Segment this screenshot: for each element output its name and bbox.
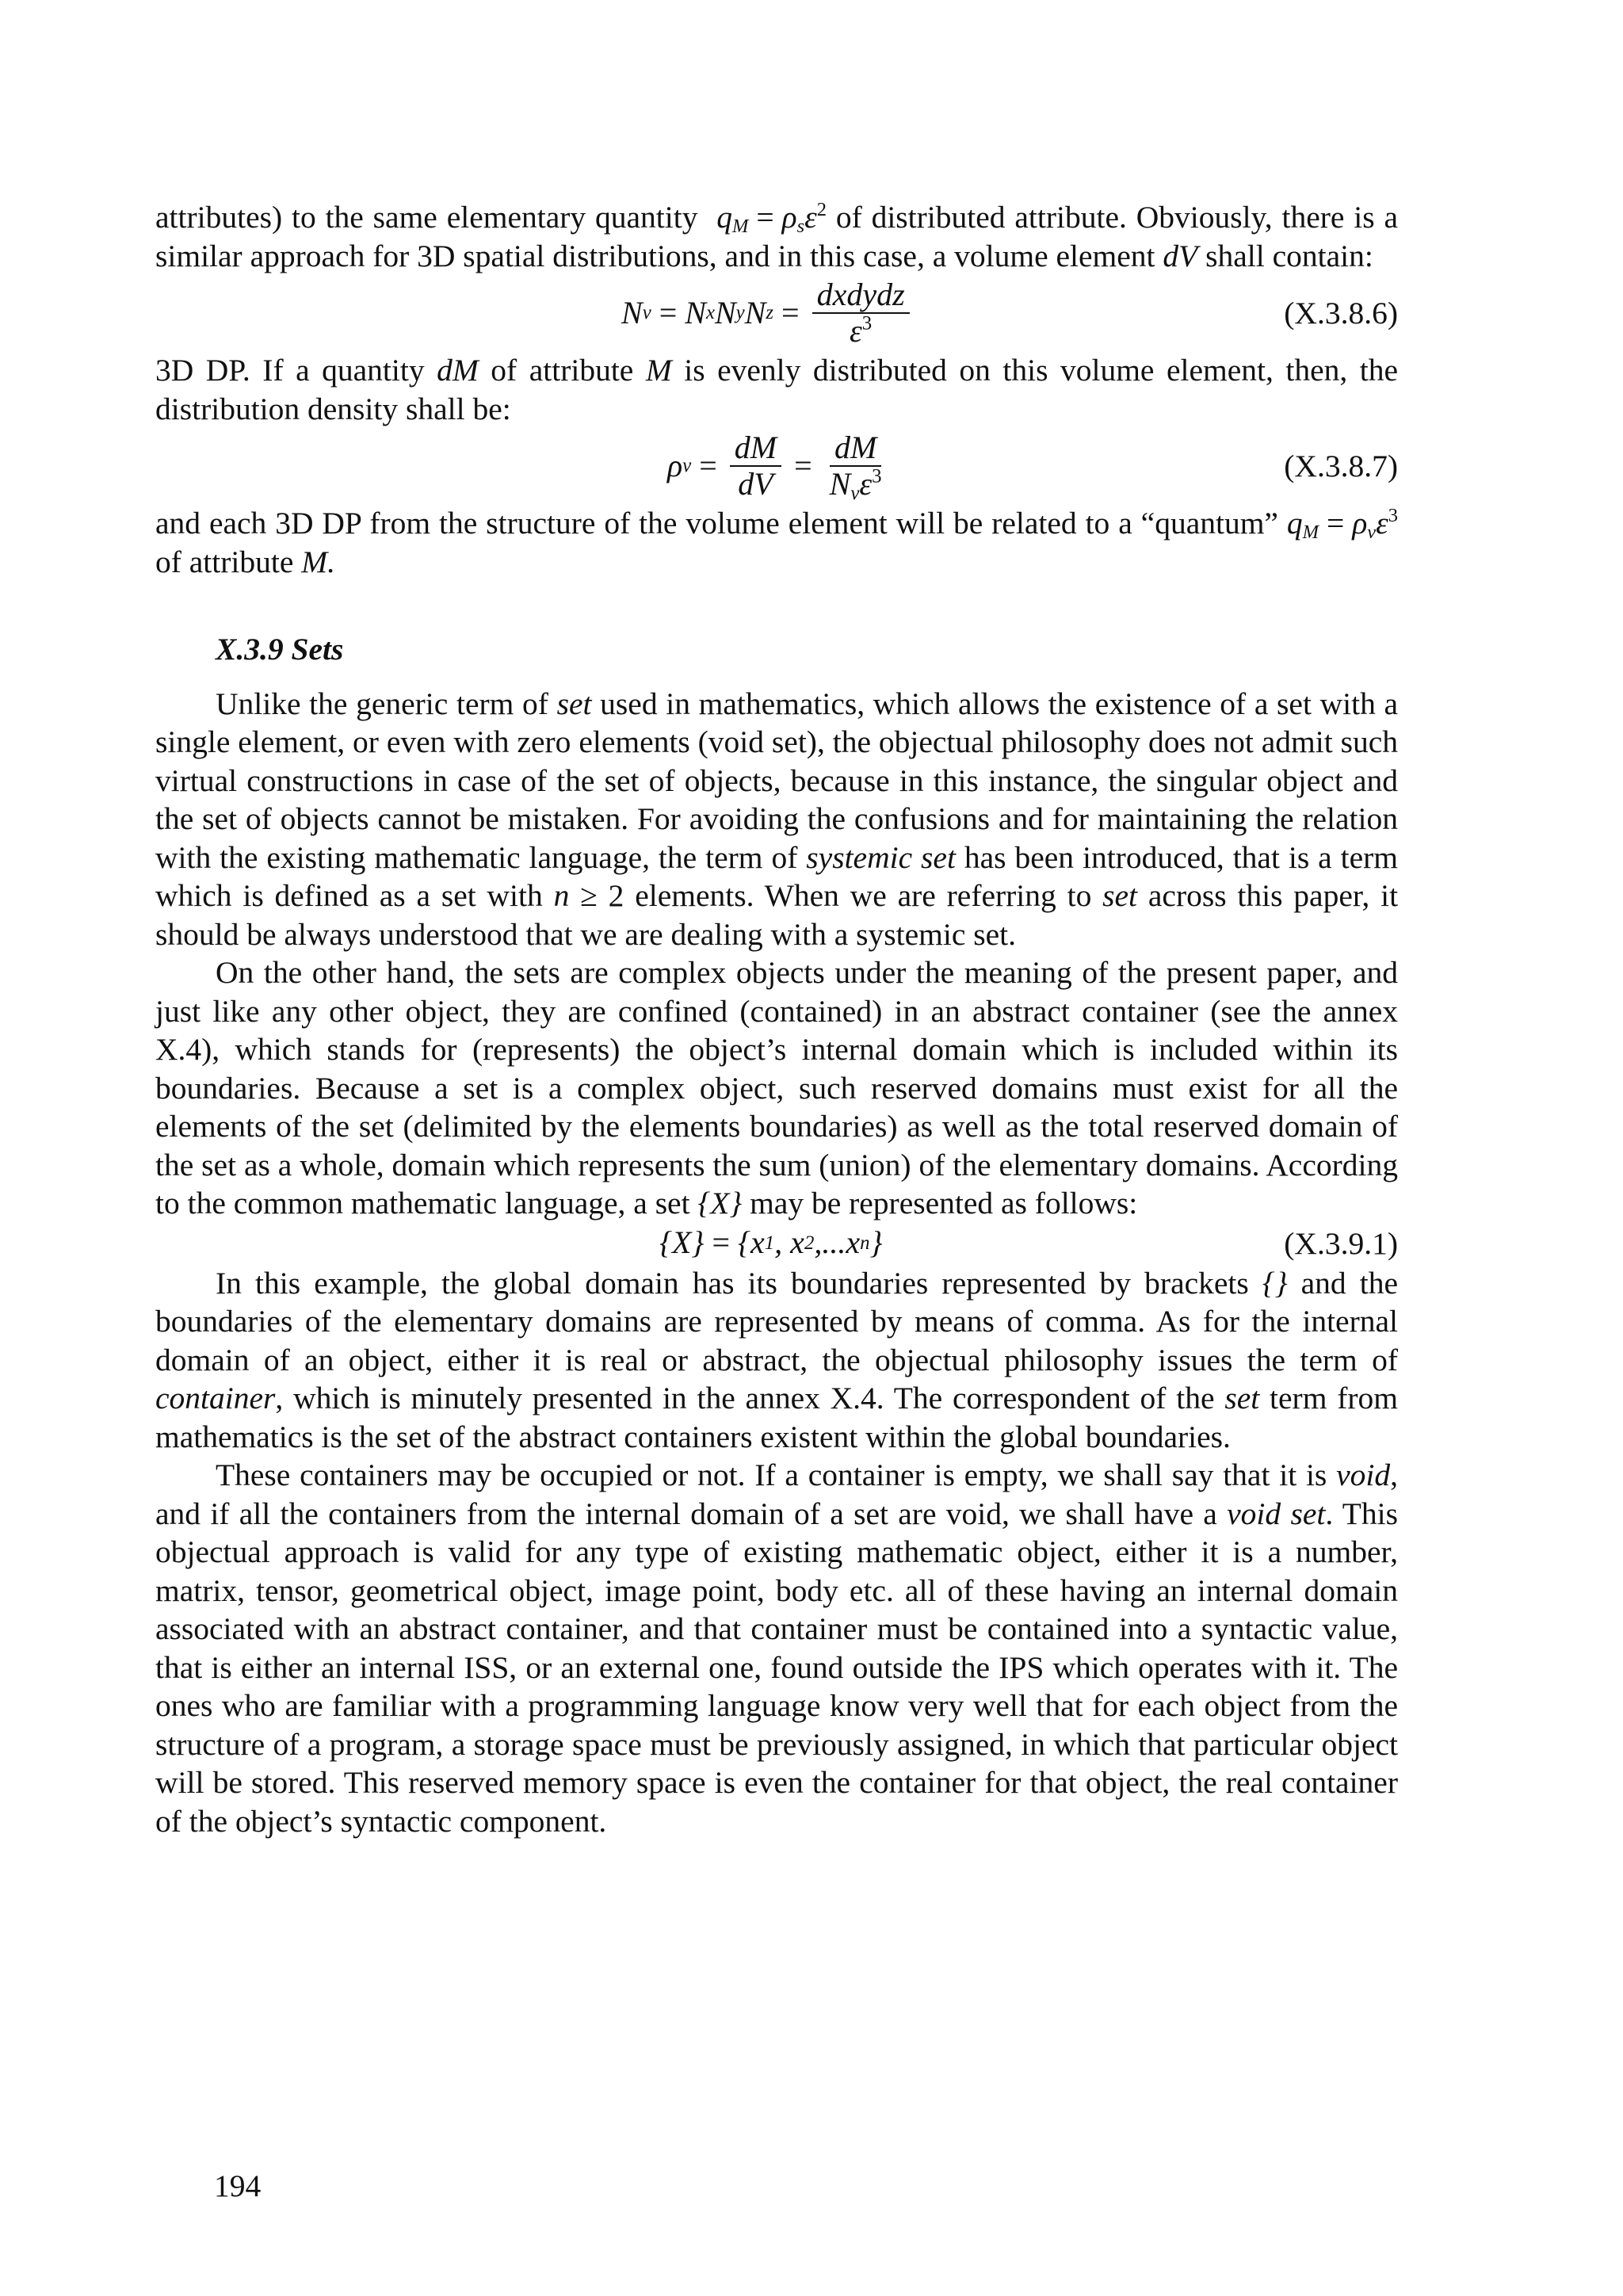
italic-term: dV <box>1163 238 1198 273</box>
paragraph-continuation <box>155 198 1398 275</box>
equation-body: N v = N x N y N z = $\frac{\text{dxdydz}}{\varepsilon^3}$ <box>621 275 915 351</box>
page-content <box>155 198 1398 1840</box>
inline-equation-qm-surface: $q_M = \rho_s\varepsilon^2$ <box>716 198 827 238</box>
fraction: $\frac{dM}{dV}$ <box>730 430 781 502</box>
fraction: $\frac{dM}{N_v\varepsilon^3}$ <box>829 430 882 505</box>
page-number: 194 <box>214 2168 262 2203</box>
equation-body: {X} = { x 1 , x 2 , ... x n } <box>659 1224 883 1261</box>
paragraph: 3D DP. If a quantity dM of attribute M is evenly distributed on this volume element, then, the distribution density shall be: <box>155 353 1399 426</box>
paragraph: These containers may be occupied or not. If a container is empty, we shall say that it is void, and if all the containers from the internal domain of a set are void, we shall have a void set. This objectual approach is valid for any type of existing mathematic object, either it is a number, matrix, tensor, geometrical object, image point, body etc. all of these having an internal domain associated with an abstract container, and that container must be contained into a syntactic value, that is either an internal ISS, or an external one, found outside the IPS which operates with it. The ones who are familiar with a programming language know very well that for each object from the structure of a program, a storage space must be previously assigned, in which that particular object will be stored. This reserved memory space is even the container for that object, the real container of the object’s syntactic component. <box>155 1457 1399 1839</box>
equation-x386 <box>155 275 1398 351</box>
text-run: of distributed attribute. Obviously, there is a similar approach for 3D spatial distributions, and in this case, a volume element <box>155 200 1399 273</box>
equation-number: (X.3.8.6) <box>1284 295 1398 330</box>
section-heading: X.3.9 Sets <box>216 632 344 667</box>
paragraph: and each 3D DP from the structure of the volume element will be related to a “quantum” $q_M = \rho_v\varepsilon^3$ of attribute M. <box>155 504 1398 579</box>
equation-x387 <box>155 428 1398 504</box>
text-run: shall contain: <box>1205 238 1373 273</box>
paragraph: On the other hand, the sets are complex objects under the meaning of the present paper, and just like any other object, they are confined (contained) in an abstract container (see the annex X.4), which stands for (represents) the object’s internal domain which is included within its boundaries. Because a set is a complex object, such reserved domains must exist for all the elements of the set (delimited by the elements boundaries) as well as the total reserved domain of the set as a whole, domain which represents the sum (union) of the elementary domains. According to the common mathematic language, a set {X} may be represented as follows: <box>155 955 1398 1221</box>
equation-number: (X.3.8.7) <box>1284 448 1398 483</box>
text-run: attributes) to the same elementary quantity <box>155 200 698 235</box>
equation-x391 <box>155 1223 1398 1264</box>
equation-number: (X.3.9.1) <box>1284 1225 1398 1261</box>
paragraph: Unlike the generic term of set used in mathematics, which allows the existence of a set with a single element, or even with zero elements (void set), the objectual philosophy does not admit such virtual constructions in case of the set of objects, because in this instance, the singular object and the set of objects cannot be mistaken. For avoiding the confusions and for maintaining the relation with the existing mathematic language, the term of systemic set has been introduced, that is a term which is defined as a set with n ≥ 2 elements. When we are referring to set across this paper, it should be always understood that we are dealing with a systemic set. <box>155 686 1399 952</box>
equation-body: ρ v = $\frac{dM}{dV}$ = $\frac{dM}{N_v\varepsilon^3}$ <box>667 428 892 504</box>
inline-equation-qm-volume: $q_M = \rho_v\varepsilon^3$ <box>1286 504 1398 544</box>
paragraph: In this example, the global domain has its boundaries represented by brackets {} and the boundaries of the elementary domains are represented by means of comma. As for the internal domain of an object, either it is real or abstract, the objectual philosophy issues the term of container, which is minutely presented in the annex X.4. The correspondent of the set term from mathematics is the set of the abstract containers existent within the global boundaries. <box>155 1265 1399 1454</box>
fraction: $\frac{\text{dxdydz}}{\varepsilon^3}$ <box>812 277 910 349</box>
